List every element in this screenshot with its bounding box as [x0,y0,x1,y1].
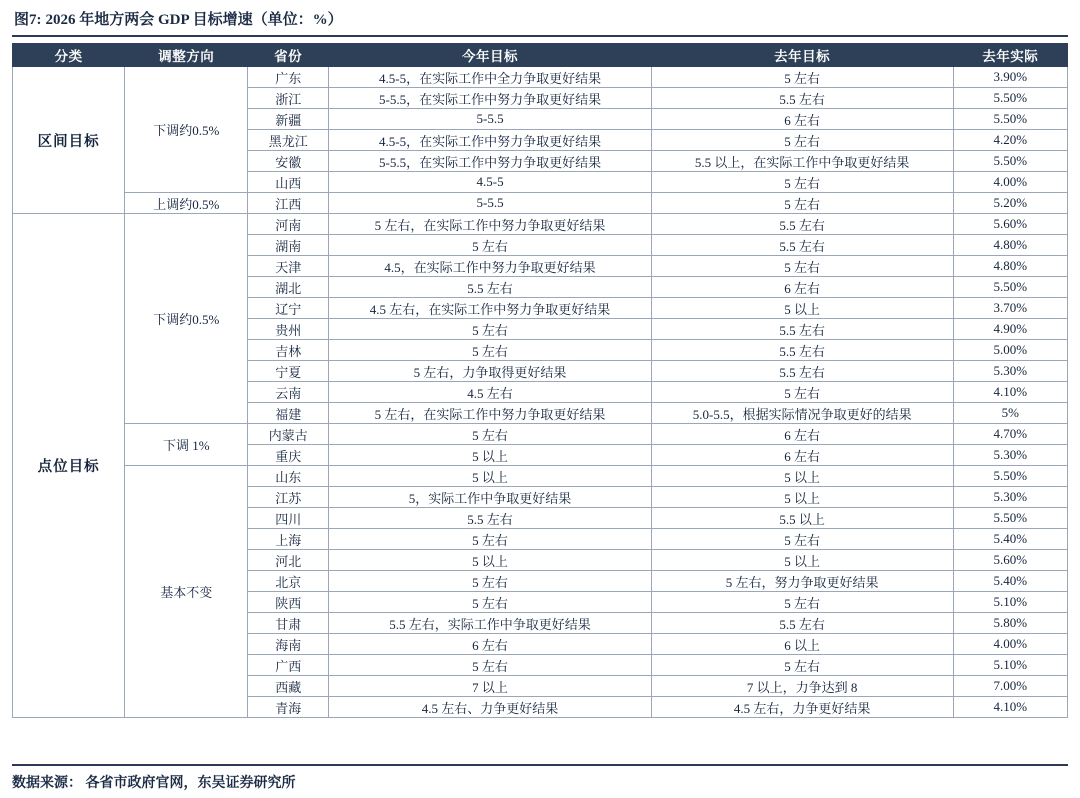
cell-current-target: 5 以上 [329,466,652,487]
cell-last-target: 6 左右 [651,424,953,445]
cell-last-target: 6 左右 [651,445,953,466]
cell-last-actual: 5.40% [953,571,1067,592]
cell-last-target: 5 以上 [651,487,953,508]
cell-province: 北京 [248,571,329,592]
cell-last-target: 5.5 左右 [651,613,953,634]
cell-current-target: 4.5 左右，在实际工作中努力争取更好结果 [329,298,652,319]
cell-last-actual: 4.80% [953,235,1067,256]
cell-last-actual: 5.50% [953,508,1067,529]
cell-last-actual: 5.80% [953,613,1067,634]
cell-last-actual: 5.50% [953,151,1067,172]
cell-last-target: 5.5 左右 [651,88,953,109]
cell-current-target: 5.5 左右 [329,508,652,529]
cell-last-actual: 4.00% [953,172,1067,193]
cell-last-target: 5 左右 [651,529,953,550]
cell-last-actual: 4.80% [953,256,1067,277]
cell-province: 浙江 [248,88,329,109]
cell-last-actual: 5.20% [953,193,1067,214]
table-header-row [13,44,1068,67]
cell-current-target: 5 以上 [329,445,652,466]
cell-last-target: 5 左右 [651,382,953,403]
cell-last-target: 5 以上 [651,298,953,319]
cell-current-target: 5 左右 [329,424,652,445]
column-header-category: 分类 [13,44,125,67]
figure-title [12,0,1068,37]
page-title: 2026 年地方两会 GDP 目标增速（单位：%） [45,12,343,28]
cell-last-actual: 5.00% [953,340,1067,361]
cell-province: 青海 [248,697,329,718]
table-row [13,466,1068,487]
cell-current-target: 5-5.5，在实际工作中努力争取更好结果 [329,88,652,109]
cell-current-target: 5-5.5 [329,109,652,130]
cell-last-target: 5.5 左右 [651,319,953,340]
table-row [13,193,1068,214]
cell-current-target: 5.5 左右 [329,277,652,298]
cell-province: 海南 [248,634,329,655]
column-header-province: 省份 [248,44,329,67]
cell-last-target: 5 左右 [651,172,953,193]
cell-direction: 下调约0.5% [125,67,248,193]
cell-last-actual: 5.30% [953,361,1067,382]
cell-last-actual: 5.60% [953,550,1067,571]
cell-last-target: 5 左右 [651,67,953,88]
cell-last-target: 5.5 以上，在实际工作中争取更好结果 [651,151,953,172]
cell-province: 黑龙江 [248,130,329,151]
cell-current-target: 5 左右 [329,655,652,676]
column-header-direction: 调整方向 [125,44,248,67]
cell-current-target: 5 左右，在实际工作中努力争取更好结果 [329,214,652,235]
cell-last-actual: 4.00% [953,634,1067,655]
figure-number: 图7: [14,12,42,28]
column-header-last-target: 去年目标 [651,44,953,67]
cell-last-target: 5 以上 [651,550,953,571]
cell-direction: 下调约0.5% [125,214,248,424]
cell-last-actual: 5.50% [953,466,1067,487]
cell-current-target: 4.5-5，在实际工作中努力争取更好结果 [329,130,652,151]
cell-last-actual: 4.10% [953,697,1067,718]
source-text: 各省市政府官网，东吴证券研究所 [85,776,296,791]
cell-last-target: 5 以上 [651,466,953,487]
cell-last-actual: 3.90% [953,67,1067,88]
table-body [13,67,1068,718]
cell-direction: 上调约0.5% [125,193,248,214]
cell-province: 天津 [248,256,329,277]
cell-category: 区间目标 [13,67,125,214]
table-row [13,67,1068,88]
cell-last-target: 5.5 左右 [651,214,953,235]
cell-province: 湖南 [248,235,329,256]
cell-last-actual: 5.50% [953,109,1067,130]
cell-last-target: 5.5 左右 [651,361,953,382]
cell-last-actual: 5.50% [953,88,1067,109]
cell-province: 重庆 [248,445,329,466]
column-header-current-target: 今年目标 [329,44,652,67]
cell-current-target: 4.5-5 [329,172,652,193]
cell-province: 贵州 [248,319,329,340]
cell-province: 湖北 [248,277,329,298]
cell-last-actual: 5.40% [953,529,1067,550]
cell-current-target: 5，实际工作中争取更好结果 [329,487,652,508]
cell-last-target: 5 左右 [651,592,953,613]
cell-last-actual: 4.70% [953,424,1067,445]
cell-last-target: 5.5 左右 [651,340,953,361]
cell-category: 点位目标 [13,214,125,718]
cell-province: 辽宁 [248,298,329,319]
cell-last-target: 6 以上 [651,634,953,655]
table-header [13,44,1068,67]
cell-last-target: 5 左右 [651,193,953,214]
cell-province: 云南 [248,382,329,403]
table-row [13,424,1068,445]
cell-last-actual: 5% [953,403,1067,424]
cell-current-target: 5.5 左右，实际工作中争取更好结果 [329,613,652,634]
cell-last-actual: 4.90% [953,319,1067,340]
cell-current-target: 5 以上 [329,550,652,571]
cell-current-target: 5 左右 [329,592,652,613]
footer [12,764,1068,792]
cell-last-target: 5.5 左右 [651,235,953,256]
cell-last-target: 4.5 左右，力争更好结果 [651,697,953,718]
cell-province: 山西 [248,172,329,193]
cell-last-actual: 5.10% [953,592,1067,613]
cell-province: 广东 [248,67,329,88]
cell-last-target: 7 以上，力争达到 8 [651,676,953,697]
cell-province: 内蒙古 [248,424,329,445]
cell-province: 河北 [248,550,329,571]
cell-province: 福建 [248,403,329,424]
cell-current-target: 4.5-5，在实际工作中全力争取更好结果 [329,67,652,88]
cell-last-actual: 4.20% [953,130,1067,151]
cell-current-target: 5-5.5，在实际工作中努力争取更好结果 [329,151,652,172]
cell-current-target: 4.5 左右 [329,382,652,403]
cell-current-target: 6 左右 [329,634,652,655]
cell-province: 山东 [248,466,329,487]
cell-last-actual: 5.10% [953,655,1067,676]
cell-current-target: 7 以上 [329,676,652,697]
cell-last-target: 6 左右 [651,109,953,130]
cell-province: 甘肃 [248,613,329,634]
cell-last-actual: 5.30% [953,487,1067,508]
cell-current-target: 5 左右 [329,319,652,340]
cell-last-target: 5 左右，努力争取更好结果 [651,571,953,592]
cell-current-target: 5 左右 [329,340,652,361]
cell-current-target: 5 左右 [329,235,652,256]
cell-current-target: 4.5，在实际工作中努力争取更好结果 [329,256,652,277]
cell-last-actual: 5.30% [953,445,1067,466]
cell-province: 陕西 [248,592,329,613]
cell-current-target: 5 左右，在实际工作中努力争取更好结果 [329,403,652,424]
cell-current-target: 5-5.5 [329,193,652,214]
cell-last-actual: 7.00% [953,676,1067,697]
cell-province: 新疆 [248,109,329,130]
cell-last-actual: 4.10% [953,382,1067,403]
source-label: 数据来源： [12,776,82,791]
gdp-target-table [12,43,1068,718]
cell-last-target: 5 左右 [651,256,953,277]
cell-province: 河南 [248,214,329,235]
cell-province: 广西 [248,655,329,676]
cell-direction: 下调 1% [125,424,248,466]
cell-province: 上海 [248,529,329,550]
cell-last-actual: 5.50% [953,277,1067,298]
cell-last-actual: 5.60% [953,214,1067,235]
cell-province: 宁夏 [248,361,329,382]
cell-province: 江苏 [248,487,329,508]
cell-province: 吉林 [248,340,329,361]
cell-last-target: 6 左右 [651,277,953,298]
table-row [13,214,1068,235]
cell-current-target: 4.5 左右、力争更好结果 [329,697,652,718]
cell-province: 西藏 [248,676,329,697]
cell-current-target: 5 左右，力争取得更好结果 [329,361,652,382]
cell-last-actual: 3.70% [953,298,1067,319]
column-header-last-actual: 去年实际 [953,44,1067,67]
cell-province: 安徽 [248,151,329,172]
cell-last-target: 5 左右 [651,655,953,676]
cell-province: 四川 [248,508,329,529]
cell-direction: 基本不变 [125,466,248,718]
cell-last-target: 5.5 以上 [651,508,953,529]
cell-current-target: 5 左右 [329,529,652,550]
cell-last-target: 5 左右 [651,130,953,151]
cell-province: 江西 [248,193,329,214]
cell-current-target: 5 左右 [329,571,652,592]
cell-last-target: 5.0-5.5，根据实际情况争取更好的结果 [651,403,953,424]
